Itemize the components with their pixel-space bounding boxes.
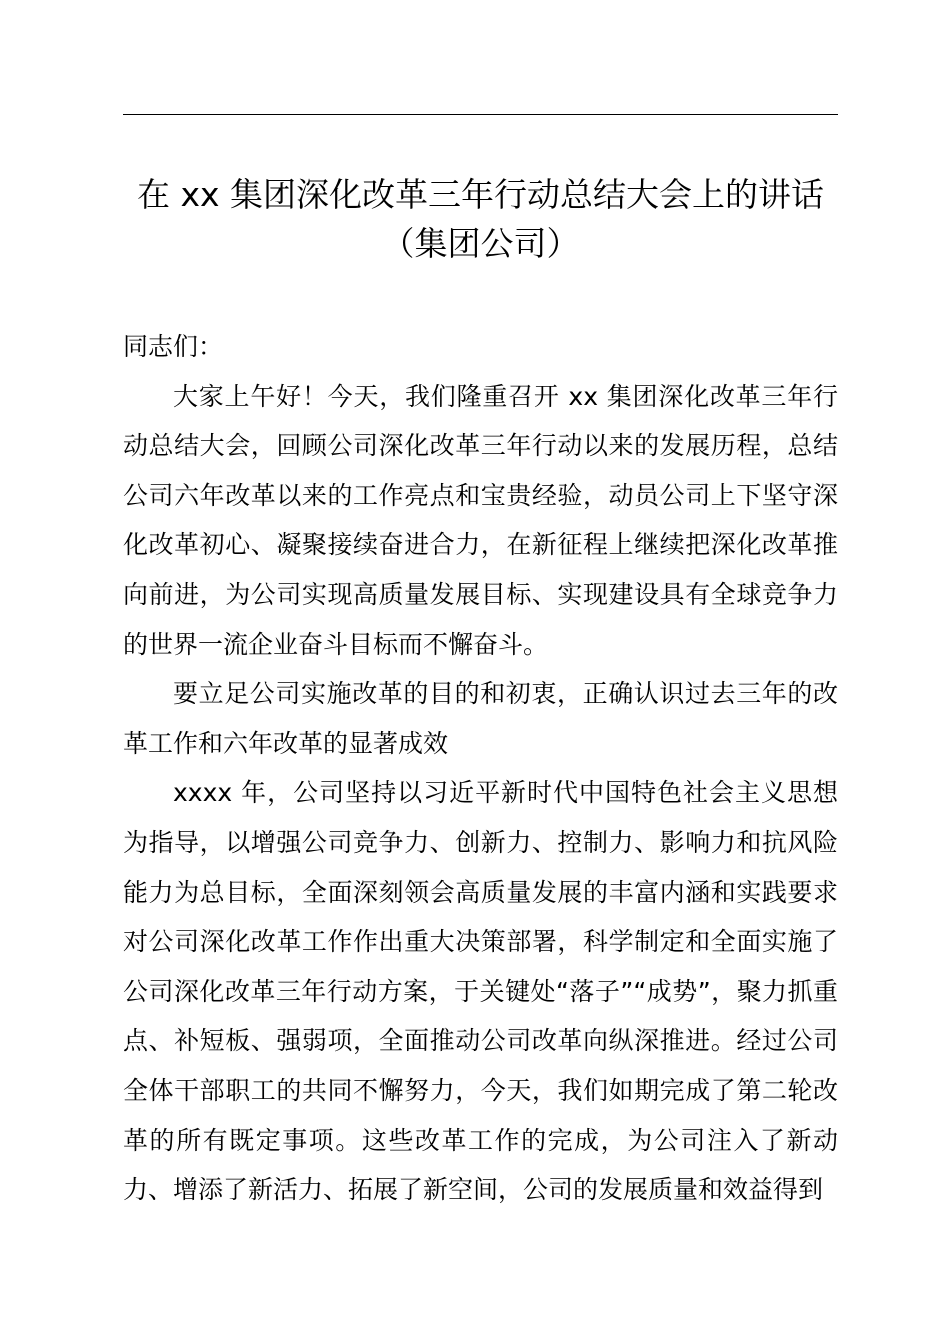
header-rule bbox=[123, 114, 838, 115]
salutation: 同志们： bbox=[123, 332, 224, 361]
section-heading: 要立足公司实施改革的目的和初衷，正确认识过去三年的改革工作和六年改革的显著成效 bbox=[123, 679, 838, 758]
document-body bbox=[123, 322, 838, 1215]
paragraph-2: xxxx 年，公司坚持以习近平新时代中国特色社会主义思想为指导，以增强公司竞争力、创新力、控制力、影响力和抗风险能力为总目标，全面深刻领会高质量发展的丰富内涵和实践要求对公司深化改革工作作出重大决策部署，科学制定和全面实施了公司深化改革三年行动方案，于关键处“落子”“成势”，聚力抓重点、补短板、强弱项，全面推动公司改革向纵深推进。经过公司全体干部职工的共同不懈努力，今天，我们如期完成了第二轮改革的所有既定事项。这些改革工作的完成，为公司注入了新动力、增添了新活力、拓展了新空间，公司的发展质量和效益得到 bbox=[123, 778, 838, 1205]
paragraph-1: 大家上午好！今天，我们隆重召开 xx 集团深化改革三年行动总结大会，回顾公司深化改革三年行动以来的发展历程，总结公司六年改革以来的工作亮点和宝贵经验，动员公司上下坚守深化改革初心、凝聚接续奋进合力，在新征程上继续把深化改革推向前进，为公司实现高质量发展目标、实现建设具有全球竞争力的世界一流企业奋斗目标而不懈奋斗。 bbox=[123, 381, 838, 659]
document-title: 在 xx 集团深化改革三年行动总结大会上的讲话（集团公司） bbox=[136, 175, 825, 263]
